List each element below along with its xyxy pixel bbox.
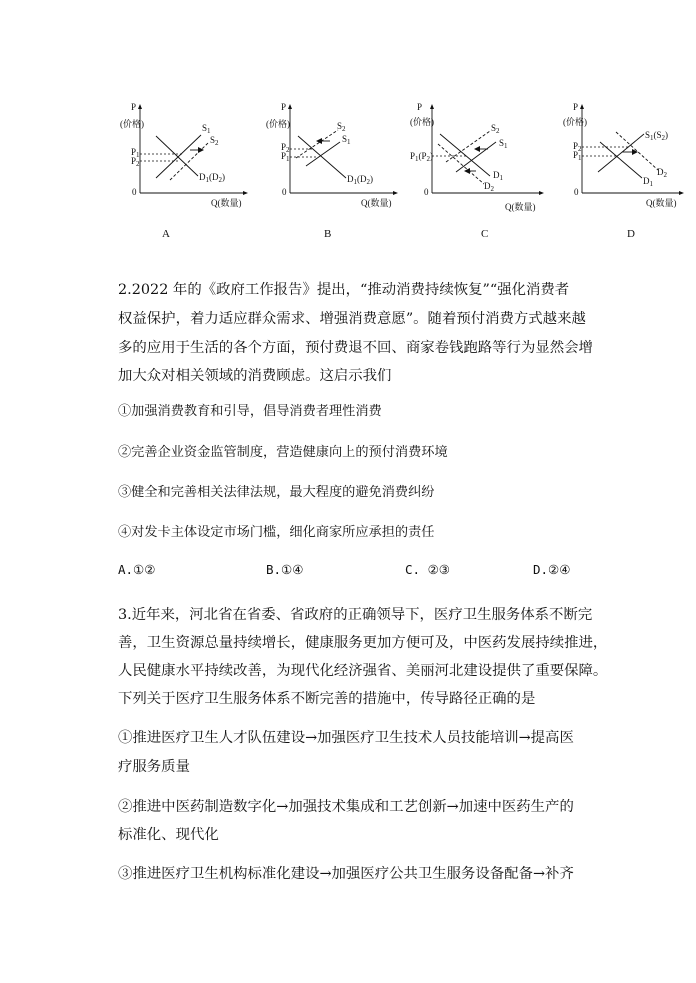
s-label: $S_1(S_2)$ — [645, 130, 669, 142]
q2-stem-line-1: 2.2022 年的《政府工作报告》提出，“推动消费持续恢复”“强化消费者 — [118, 282, 570, 298]
graph-caption-b: B — [324, 228, 332, 240]
p-unit-label: (价格) — [410, 117, 434, 127]
x-axis-arrow — [393, 191, 398, 195]
p-axis-label: P — [573, 102, 579, 112]
q2-option-a[interactable]: A.①② — [118, 562, 156, 577]
x-axis-arrow — [679, 191, 684, 195]
d1-label: $D_1$ — [493, 170, 503, 182]
p-axis-label: P — [417, 102, 423, 112]
q-axis-label: Q(数量) — [361, 198, 392, 208]
q2-stem-line-2: 权益保护，着力适应群众需求、增强消费意愿”。随着预付消费方式越来越 — [118, 311, 586, 327]
q2-stem-line-4: 加大众对相关领域的消费顾虑。这启示我们 — [118, 368, 392, 384]
q3-item-2-line-2: 标准化、现代化 — [118, 827, 219, 843]
demand-curve-d1 — [440, 134, 490, 176]
d-label: $D_1(D_2)$ — [347, 174, 373, 186]
x-axis-arrow — [539, 191, 544, 195]
graph-d-svg — [560, 98, 696, 216]
p-label: $P_1(P_2)$ — [410, 151, 434, 163]
graph-caption-a: A — [162, 228, 170, 240]
s2-label: $S_2$ — [210, 135, 219, 147]
graph-a-svg — [118, 98, 268, 216]
q2-item-3: ③健全和完善相关法律法规，最大程度的避免消费纠纷 — [118, 485, 435, 500]
origin-label: 0 — [424, 187, 429, 197]
q-axis-label: Q(数量) — [505, 202, 536, 212]
y-axis-arrow — [138, 104, 142, 109]
q3-item-1-line-1: ①推进医疗卫生人才队伍建设→加强医疗卫生技术人员技能培训→提高医 — [118, 730, 574, 746]
graph-c — [410, 98, 560, 216]
supply-curve-s — [598, 134, 644, 172]
shift-arrowhead — [632, 149, 638, 155]
d-label: $D_1(D_2)$ — [199, 172, 225, 184]
p-unit-label: (价格) — [120, 119, 144, 129]
origin-label: 0 — [132, 187, 137, 197]
p1-label: $P_1$ — [573, 150, 582, 162]
s1-label: $S_1$ — [499, 138, 508, 150]
supply-curve-s1 — [306, 142, 340, 166]
p2-label: $P_2$ — [131, 156, 140, 168]
y-axis-arrow — [580, 104, 584, 109]
p-unit-label: (价格) — [266, 119, 290, 129]
q2-option-b[interactable]: B.①④ — [266, 562, 304, 577]
s1-label: $S_1$ — [202, 123, 211, 135]
p1-label: $P_1$ — [131, 147, 140, 159]
q3-stem-line-2: 善，卫生资源总量持续增长，健康服务更加方便可及，中医药发展持续推进， — [118, 635, 608, 651]
origin-label: 0 — [574, 187, 579, 197]
y-axis-arrow — [430, 104, 434, 109]
graph-caption-d: D — [627, 228, 635, 240]
q-axis-label: Q(数量) — [211, 198, 242, 208]
p1-label: $P_1$ — [281, 151, 290, 163]
d1-label: $D_1$ — [643, 176, 653, 188]
graph-caption-c: C — [481, 228, 489, 240]
q2-option-d[interactable]: D.②④ — [533, 562, 571, 577]
p-axis-label: P — [131, 102, 137, 112]
demand-curve-d1 — [600, 142, 642, 178]
s2-label: $S_2$ — [337, 121, 346, 133]
q2-item-2: ②完善企业资金监管制度，营造健康向上的预付消费环境 — [118, 445, 448, 460]
q2-stem-line-3: 多的应用于生活的各个方面，预付费退不回、商家卷钱跑路等行为显然会增 — [118, 340, 593, 356]
graph-b — [268, 98, 418, 216]
q3-stem-line-4: 下列关于医疗卫生服务体系不断完善的措施中，传导路径正确的是 — [118, 691, 536, 707]
graph-b-svg — [268, 98, 418, 216]
q2-item-1: ①加强消费教育和引导，倡导消费者理性消费 — [118, 404, 382, 419]
supply-curve-s2 — [296, 130, 338, 158]
q2-option-c[interactable]: C. ②③ — [405, 562, 450, 577]
q2-item-4: ④对发卡主体设定市场门槛，细化商家所应承担的责任 — [118, 525, 435, 540]
q3-item-2-line-1: ②推进中医药制造数字化→加强技术集成和工艺创新→加速中医药生产的 — [118, 799, 574, 815]
p2-label: $P_2$ — [573, 141, 582, 153]
p-axis-label: P — [281, 102, 287, 112]
graph-c-svg — [410, 98, 560, 216]
p-unit-label: (价格) — [563, 117, 587, 127]
shift-arrowhead-supply — [474, 146, 480, 152]
q3-item-3-line-1: ③推进医疗卫生机构标准化建设→加强医疗公共卫生服务设备配备→补齐 — [118, 866, 574, 882]
supply-curve-s1 — [456, 142, 496, 172]
p2-label: $P_2$ — [281, 142, 290, 154]
graph-a — [118, 98, 268, 216]
y-axis-arrow — [288, 104, 292, 109]
graph-d — [560, 98, 696, 216]
q3-stem-line-1: 3.近年来，河北省在省委、省政府的正确领导下，医疗卫生服务体系不断完 — [118, 607, 593, 623]
q3-item-1-line-2: 疗服务质量 — [118, 759, 190, 775]
q3-stem-line-3: 人民健康水平持续改善，为现代化经济强省、美丽河北建设提供了重要保障。 — [118, 663, 608, 679]
demand-curve-d — [156, 136, 198, 176]
x-axis-arrow — [243, 191, 248, 195]
d2-label: $D_2$ — [484, 181, 494, 193]
shift-arrowhead-demand — [464, 168, 470, 174]
origin-label: 0 — [282, 187, 287, 197]
d2-label: $D_2$ — [657, 167, 667, 179]
s1-label: $S_1$ — [342, 134, 351, 146]
s2-label: $S_2$ — [491, 123, 500, 135]
q-axis-label: Q(数量) — [646, 198, 677, 208]
